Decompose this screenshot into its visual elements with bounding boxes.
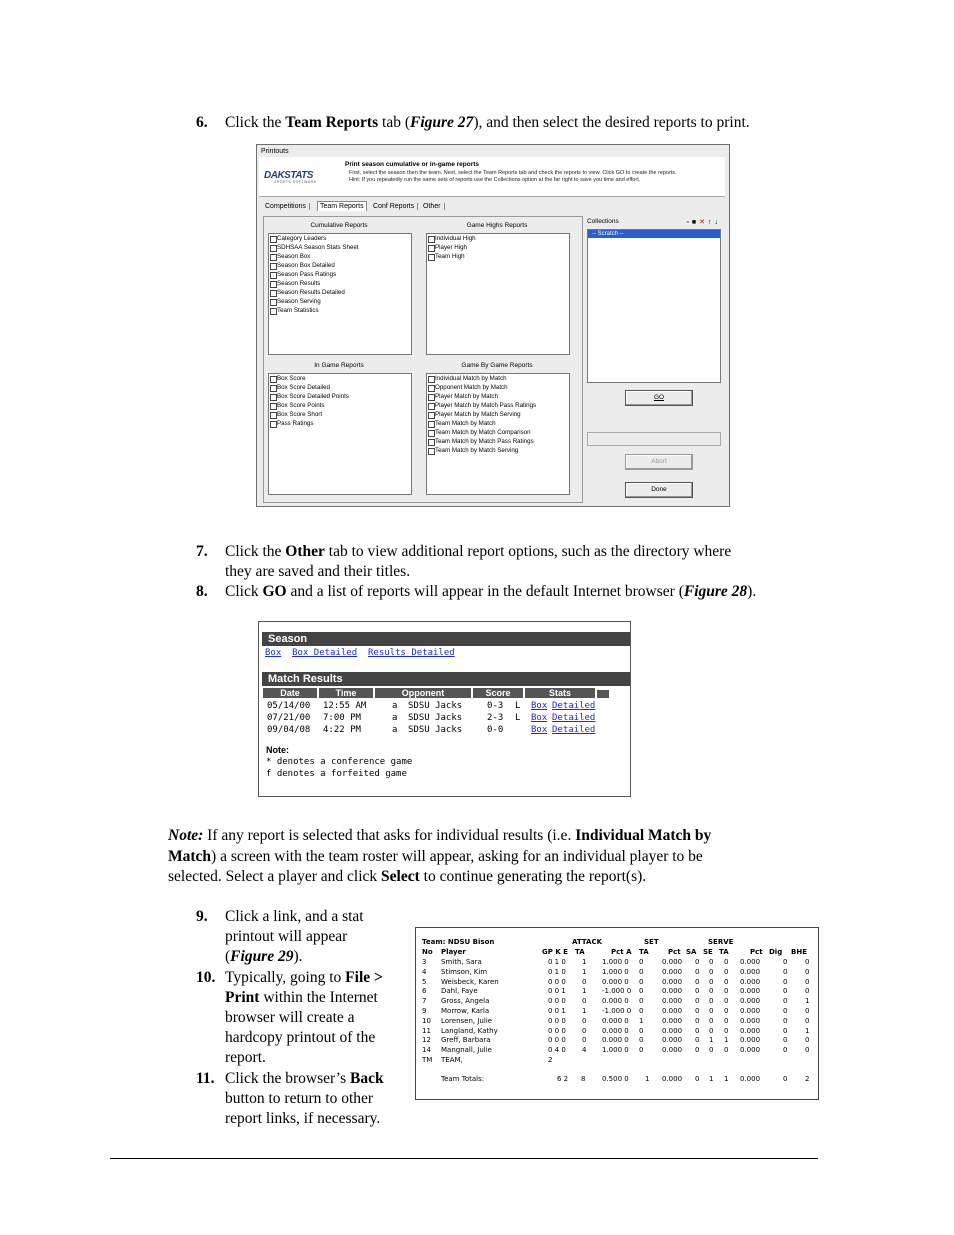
stat-cell: 0 (724, 967, 729, 976)
dialog-title: Printouts (261, 148, 289, 155)
box-link[interactable]: Box (531, 701, 548, 711)
stat-cell: 1 (639, 1016, 644, 1025)
stat-cell: 0 (695, 967, 700, 976)
tab-team-reports[interactable]: Team Reports (317, 201, 367, 211)
stat-cell: -1.000 0 (602, 1007, 632, 1015)
stat-cell: 0 (709, 987, 714, 996)
match-results-header: Match Results (262, 672, 630, 686)
report-checkbox[interactable]: Pass Ratings (269, 419, 411, 428)
team-name: Team: NDSU Bison (422, 938, 495, 946)
report-checkbox[interactable]: Category Leaders (269, 234, 411, 243)
col-score: Score (473, 688, 523, 698)
report-checkbox[interactable]: Individual High (427, 234, 569, 243)
stat-cell: 0 (639, 1007, 644, 1015)
stat-cell: 0 (724, 1046, 729, 1055)
box-detailed-link[interactable]: Box Detailed (292, 648, 358, 658)
report-checkbox[interactable]: Player High (427, 243, 569, 252)
stat-cell: 0.000 (662, 1007, 683, 1015)
stat-cell: 3 (422, 958, 427, 966)
stat-cell: 4 (582, 1046, 587, 1055)
report-checkbox[interactable]: Season Results Detailed (269, 288, 411, 297)
stat-cell: 0 (639, 967, 644, 976)
box-link[interactable]: Box (531, 725, 548, 735)
report-checkbox[interactable]: Team Match by Match Pass Ratings (427, 437, 569, 446)
in-game-reports-list (268, 373, 412, 495)
stat-cell: 5 (422, 977, 427, 986)
new-collection-icon[interactable]: ▫ (686, 219, 692, 226)
report-checkbox[interactable]: Box Score Points (269, 401, 411, 410)
tab-conf-reports[interactable]: Conf Reports (373, 203, 418, 210)
detailed-link[interactable]: Detailed (552, 713, 596, 723)
dialog-hint: First, select the season then the team. Next, select the Team Reports tab and check the reports to view. Click GO to create the reports. Hint: If you repeatedly run the same sets of reports use the Collections option at the far right to save you time and effort. (349, 170, 677, 183)
note-paragraph: Note: If any report is selected that asks for individual results (i.e. Individual Match by Match) a screen with the team roster will appear, asking for an individual player to be selected. Select a player and click Select to continue generating the report(s). (168, 827, 712, 885)
report-checkbox[interactable]: Team High (427, 252, 569, 261)
stat-cell: 0 0 0 (548, 1026, 566, 1035)
stat-cell: 0 (724, 958, 729, 966)
stat-cell: 0 (783, 1046, 788, 1055)
stat-cell: 0 (805, 1007, 810, 1015)
results-detailed-link[interactable]: Results Detailed (367, 648, 455, 658)
tab-competitions[interactable]: Competitions (265, 203, 310, 210)
stat-cell: 1 (709, 1036, 714, 1045)
report-checkbox[interactable]: Box Score Detailed (269, 383, 411, 392)
stat-cell: 10 (422, 1016, 431, 1025)
tab-other[interactable]: Other (423, 203, 445, 210)
stat-cell: 1 (582, 987, 587, 996)
stat-cell: 0 (639, 1046, 644, 1055)
report-checkbox[interactable]: Box Score Short (269, 410, 411, 419)
stat-cell: 1 (724, 1036, 729, 1045)
stat-cell: 0.000 (740, 1036, 761, 1045)
stat-cell: TEAM, (441, 1056, 463, 1064)
stat-cell: 0.000 (740, 958, 761, 966)
report-checkbox[interactable]: Team Match by Match Comparison (427, 428, 569, 437)
stat-cell: 0.000 0 (602, 1036, 629, 1045)
stat-cell: 0.000 0 (602, 1026, 629, 1035)
stat-cell: -1.000 0 (602, 987, 632, 996)
report-checkbox[interactable]: Season Box Detailed (269, 261, 411, 270)
dialog-header-title: Print season cumulative or in-game reports (345, 161, 480, 168)
col-time: Time (319, 688, 373, 698)
report-note: Note: * denotes a conference game f denotes a forfeited game (266, 745, 413, 779)
stat-cell: Gross, Angela (441, 997, 490, 1006)
stat-printout: Team: NDSU Bison ATTACK SET SERVE No Player GP K E TA Pct A TA Pct SA SE TA Pct Dig BHE 3 Smith, Sara 0 1 0 1 1.000 0 0 0.000 0 0 0 0.000 0 0 4 Stimson, Kim 0 1 0 1 1.000 0 0 0.000 0 0 0 0.000 0 0 5 Weisbeck, Karen 0 0 0 0 0.000 0 0 0.000 0 0 0 0.000 0 0 6 Dahl, Faye 0 0 1 1 -1.000 0 0 0.000 0 0 0 0.000 0 0 7 Gross, Angela 0 0 0 0 0.000 0 0 0.000 0 0 0 0.000 0 1 9 Morrow, Karla 0 0 1 1 -1.000 0 0 0.000 0 0 0 0.000 0 0 10 Lorensen, Julie 0 0 0 0 0.000 0 1 0.000 0 0 0 0.000 0 0 11 Langland, Kathy 0 0 0 0 0.000 0 0 0.000 0 0 0 0.000 0 1 12 Greff, Barbara 0 0 0 0 0.000 0 0 0.000 0 1 1 0.000 0 0 14 Mangnall, Julie 0 4 0 4 1.000 0 0 0.000 0 0 0 0.000 0 0 TM TEAM, 2 Team Totals: 6 2 8 0.500 0 1 0.000 0 1 1 0.000 0 2 (415, 927, 819, 1100)
stat-cell: 0.000 (662, 1016, 683, 1025)
game-by-game-list (426, 373, 570, 495)
stat-cell: 0.000 (740, 1016, 761, 1025)
stat-cell: 0 (639, 997, 644, 1006)
game-highs-list (426, 233, 570, 355)
stat-cell: 0 (695, 987, 700, 996)
stat-cell: 0 0 0 (548, 1016, 566, 1025)
report-checkbox[interactable]: Team Match by Match Serving (427, 446, 569, 455)
game-highs-label: Game Highs Reports (466, 222, 528, 229)
stat-cell: 9 (422, 1007, 427, 1015)
stat-cell: 0 (783, 1036, 788, 1045)
report-checkbox[interactable]: Player Match by Match Pass Ratings (427, 401, 569, 410)
stat-cell: 0 (783, 1007, 788, 1015)
stat-cell: 0.000 (662, 958, 683, 966)
detailed-link[interactable]: Detailed (552, 725, 596, 735)
stat-cell: 0 0 1 (548, 1007, 566, 1015)
stat-cell: 0 1 0 (548, 958, 566, 966)
save-icon[interactable]: ■ (691, 219, 700, 226)
stat-cell: 0 (639, 987, 644, 996)
report-checkbox[interactable]: Player Match by Match (427, 392, 569, 401)
stat-cell: 0 1 0 (548, 967, 566, 976)
report-checkbox[interactable]: Player Match by Match Serving (427, 410, 569, 419)
stat-cell: Mangnall, Julie (441, 1046, 492, 1055)
stat-cell: 0 0 0 (548, 1036, 566, 1045)
move-down-icon[interactable]: ↓ (714, 219, 721, 226)
stat-cell: 0 (805, 987, 810, 996)
stat-cell: 12 (422, 1036, 431, 1045)
stat-cell: 11 (422, 1026, 431, 1035)
stat-cell: 0 (724, 1026, 729, 1035)
report-checkbox[interactable]: Opponent Match by Match (427, 383, 569, 392)
collections-list (587, 229, 721, 383)
stat-cell: 0.000 (662, 977, 683, 986)
stat-cell: 0.000 (740, 967, 761, 976)
report-checkbox[interactable]: Season Pass Ratings (269, 270, 411, 279)
in-game-reports-label: In Game Reports (314, 362, 364, 369)
abort-button[interactable]: Abort (625, 454, 693, 470)
stat-cell: 0 (695, 1026, 700, 1035)
team-reports-pane (263, 216, 583, 503)
stat-cell: Weisbeck, Karen (441, 977, 499, 986)
move-up-icon[interactable]: ↑ (708, 219, 715, 226)
stat-cell: 0 (695, 977, 700, 986)
stat-cell: 0 (783, 977, 788, 986)
stat-cell: 0.000 (662, 1026, 683, 1035)
stat-cell: 0 (709, 1007, 714, 1015)
report-checkbox[interactable]: Team Match by Match (427, 419, 569, 428)
stat-cell: 0.000 (662, 987, 683, 996)
stat-cell: 0 (639, 1026, 644, 1035)
stat-cell: 4 (422, 967, 427, 976)
stat-cell: Lorensen, Julie (441, 1016, 493, 1025)
report-checkbox[interactable]: Season Serving (269, 297, 411, 306)
collections-header: Collections ▫■✕↑↓ (587, 218, 721, 226)
go-button[interactable]: GO (625, 390, 693, 406)
stat-cell: Greff, Barbara (441, 1036, 491, 1045)
stat-cell: Stimson, Kim (441, 967, 488, 976)
report-checkbox[interactable]: Box Score (269, 374, 411, 383)
set-group: SET (644, 938, 659, 946)
footer-rule (110, 1158, 818, 1159)
col-opponent: Opponent (375, 688, 471, 698)
report-checkbox[interactable]: Individual Match by Match (427, 374, 569, 383)
stat-cell: 0 (582, 1036, 587, 1045)
stat-cell: 0.000 (662, 997, 683, 1006)
stat-cell: 1 (582, 958, 587, 966)
stat-cell: 0.000 (740, 1046, 761, 1055)
stat-cell: 0 (783, 1026, 788, 1035)
stat-cell: 0 (695, 997, 700, 1006)
stat-cell: 0 (724, 1007, 729, 1015)
season-header: Season (262, 632, 630, 646)
stat-cell: TM (422, 1056, 433, 1064)
stat-cell: 14 (422, 1046, 431, 1055)
stat-cell: 0 (709, 977, 714, 986)
season-report: Season Box Box Detailed Results Detailed Match Results Date Time Opponent Score Stats 05/14/00 12:55 AM a SDSU Jacks 0-3 L Box Detailed 07/21/00 7:00 PM a SDSU Jacks 2-3 L Box Detailed 09/04/08 4:22 PM a SDSU Jacks 0-0 Box Detailed Note: * denotes a conference game f denotes a forfeited game (258, 621, 631, 797)
report-checkbox[interactable]: Season Results (269, 279, 411, 288)
col-date: Date (263, 688, 317, 698)
stat-cell: 7 (422, 997, 427, 1006)
stat-cell: 0.000 0 (602, 977, 629, 986)
stat-cell: 0 (805, 1016, 810, 1025)
stat-cell: 0.000 0 (602, 1016, 629, 1025)
printouts-dialog (256, 144, 730, 507)
box-link[interactable]: Box (531, 713, 548, 723)
stat-cell: 0 (805, 958, 810, 966)
game-by-game-label: Game By Game Reports (461, 362, 533, 369)
stat-cell: Morrow, Karla (441, 1007, 490, 1015)
stat-cell: 0 (639, 977, 644, 986)
stat-cell: 0 (695, 1016, 700, 1025)
stat-cell: 0 (709, 1026, 714, 1035)
stat-cell: 0 4 0 (548, 1046, 566, 1055)
stat-cell: 1.000 0 (602, 958, 629, 966)
stat-cell: 0 (709, 997, 714, 1006)
stat-cell: 0 (724, 977, 729, 986)
detailed-link[interactable]: Detailed (552, 701, 596, 711)
stat-cell: 0 (582, 1026, 587, 1035)
dialog-header-panel (259, 157, 725, 197)
stat-cell: 0.000 (740, 987, 761, 996)
stat-cell: 0 (724, 997, 729, 1006)
stat-cell: 0.000 (662, 1036, 683, 1045)
stats-column-marker (597, 690, 609, 698)
stat-cell: 0.000 (740, 1026, 761, 1035)
stat-cell: 0.000 0 (602, 997, 629, 1006)
stat-cell: 0 (783, 967, 788, 976)
stat-cell: 6 (422, 987, 427, 996)
stat-cell: 0 0 0 (548, 977, 566, 986)
stat-cell: 0 (639, 958, 644, 966)
stat-cell: Langland, Kathy (441, 1026, 498, 1035)
stat-cell: 0.000 (740, 997, 761, 1006)
season-links (265, 648, 455, 658)
box-link[interactable]: Box (265, 648, 282, 658)
stat-cell: 0 (783, 997, 788, 1006)
status-box (587, 432, 721, 446)
stat-cell: 1.000 0 (602, 1046, 629, 1055)
stat-cell: 0 (783, 958, 788, 966)
delete-icon[interactable]: ✕ (699, 219, 708, 226)
stat-cell: 1 (805, 997, 810, 1006)
stat-cell: 0.000 (740, 977, 761, 986)
dakstats-logo: DAKSTATS SPORTS SOFTWARE (264, 170, 317, 184)
stat-cell: 0 (582, 1016, 587, 1025)
report-checkbox[interactable]: SDHSAA Season Stats Sheet (269, 243, 411, 252)
stat-cell: 2 (548, 1056, 553, 1064)
stat-cell: 0 (805, 1046, 810, 1055)
stat-cell: 0 (805, 1036, 810, 1045)
stat-cell: 0 (709, 967, 714, 976)
done-button[interactable]: Done (625, 482, 693, 498)
stat-cell: 0.000 (740, 1007, 761, 1015)
stat-cell: 0 (709, 958, 714, 966)
cumulative-reports-label: Cumulative Reports (310, 222, 368, 229)
stat-cell: 0 (582, 977, 587, 986)
stat-cell: 0 (783, 1016, 788, 1025)
col-stats: Stats (525, 688, 595, 698)
stat-cell: 0 (582, 997, 587, 1006)
stat-cell: 0 (783, 987, 788, 996)
collection-item-scratch[interactable]: -- Scratch -- (588, 230, 720, 238)
stat-cell: 0 (639, 1036, 644, 1045)
stat-cell: Dahl, Faye (441, 987, 478, 996)
stat-cell: 0 (695, 1046, 700, 1055)
report-checkbox[interactable]: Season Box (269, 252, 411, 261)
stat-cell: 0.000 (662, 1046, 683, 1055)
stat-cell: 0 (695, 1007, 700, 1015)
stat-cell: 0 (805, 967, 810, 976)
stat-cell: 1.000 0 (602, 967, 629, 976)
report-checkbox[interactable]: Team Statistics (269, 306, 411, 315)
serve-group: SERVE (708, 938, 734, 946)
stat-cell: 0 0 1 (548, 987, 566, 996)
stat-cell: 0 (695, 958, 700, 966)
report-checkbox[interactable]: Box Score Detailed Points (269, 392, 411, 401)
stat-cell: 1 (582, 967, 587, 976)
stat-cell: 0 (709, 1016, 714, 1025)
stat-cell: 0.000 (662, 967, 683, 976)
stat-cell: 0 (695, 1036, 700, 1045)
stat-cell: 1 (582, 1007, 587, 1015)
attack-group: ATTACK (572, 938, 603, 946)
stat-cell: 0 0 0 (548, 997, 566, 1006)
stat-cell: 0 (724, 1016, 729, 1025)
stat-cell: Smith, Sara (441, 958, 482, 966)
stat-cell: 0 (805, 977, 810, 986)
cumulative-reports-list (268, 233, 412, 355)
stat-cell: 0 (709, 1046, 714, 1055)
stat-cell: 0 (724, 987, 729, 996)
stat-cell: 1 (805, 1026, 810, 1035)
